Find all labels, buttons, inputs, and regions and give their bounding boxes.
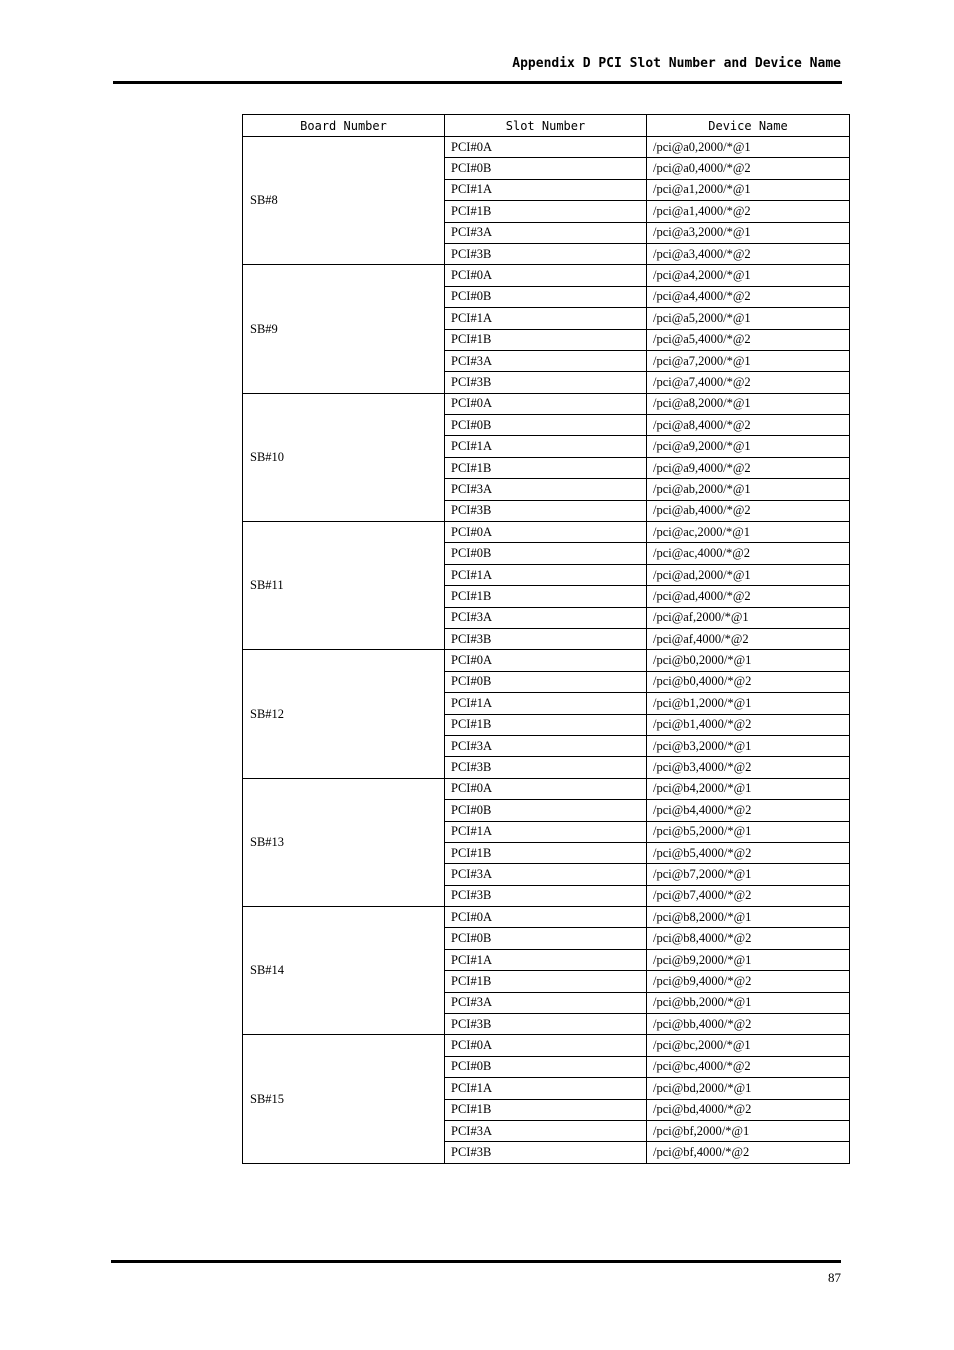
device-name-cell: /pci@b9,2000/*@1 <box>647 949 850 970</box>
slot-number-cell: PCI#1B <box>445 842 647 863</box>
device-name-cell: /pci@b3,4000/*@2 <box>647 757 850 778</box>
device-name-cell: /pci@b4,4000/*@2 <box>647 800 850 821</box>
slot-number-cell: PCI#3B <box>445 1142 647 1163</box>
slot-number-cell: PCI#1A <box>445 179 647 200</box>
device-name-cell: /pci@ad,4000/*@2 <box>647 586 850 607</box>
slot-number-cell: PCI#3B <box>445 1014 647 1035</box>
device-name-cell: /pci@a5,4000/*@2 <box>647 329 850 350</box>
device-name-cell: /pci@ad,2000/*@1 <box>647 564 850 585</box>
slot-number-cell: PCI#3B <box>445 243 647 264</box>
device-name-cell: /pci@a3,4000/*@2 <box>647 243 850 264</box>
device-name-cell: /pci@a0,2000/*@1 <box>647 137 850 158</box>
device-name-cell: /pci@b0,2000/*@1 <box>647 650 850 671</box>
board-number-cell: SB#13 <box>243 778 445 906</box>
slot-number-cell: PCI#3B <box>445 500 647 521</box>
header-rule <box>113 81 842 84</box>
board-number-cell: SB#11 <box>243 522 445 650</box>
device-name-cell: /pci@a0,4000/*@2 <box>647 158 850 179</box>
slot-number-cell: PCI#0A <box>445 137 647 158</box>
device-name-cell: /pci@a9,4000/*@2 <box>647 457 850 478</box>
slot-number-cell: PCI#0A <box>445 522 647 543</box>
table-body <box>243 137 850 1164</box>
slot-number-cell: PCI#1B <box>445 457 647 478</box>
device-name-cell: /pci@b7,2000/*@1 <box>647 864 850 885</box>
device-name-cell: /pci@af,2000/*@1 <box>647 607 850 628</box>
column-header-board-number: Board Number <box>243 115 445 137</box>
slot-number-cell: PCI#1A <box>445 436 647 457</box>
slot-number-cell: PCI#0B <box>445 1056 647 1077</box>
device-name-cell: /pci@bc,2000/*@1 <box>647 1035 850 1056</box>
device-name-cell: /pci@bf,2000/*@1 <box>647 1120 850 1141</box>
slot-number-cell: PCI#1B <box>445 586 647 607</box>
device-name-cell: /pci@a7,2000/*@1 <box>647 350 850 371</box>
device-name-cell: /pci@bc,4000/*@2 <box>647 1056 850 1077</box>
device-name-cell: /pci@b4,2000/*@1 <box>647 778 850 799</box>
page-header-title: Appendix D PCI Slot Number and Device Name <box>512 56 841 71</box>
slot-number-cell: PCI#0A <box>445 907 647 928</box>
table-row <box>243 137 850 158</box>
table-row <box>243 1035 850 1056</box>
slot-number-cell: PCI#0B <box>445 286 647 307</box>
device-name-cell: /pci@a4,4000/*@2 <box>647 286 850 307</box>
table-row <box>243 778 850 799</box>
device-name-cell: /pci@a7,4000/*@2 <box>647 372 850 393</box>
slot-number-cell: PCI#1A <box>445 821 647 842</box>
device-name-cell: /pci@bb,2000/*@1 <box>647 992 850 1013</box>
device-name-cell: /pci@ac,2000/*@1 <box>647 522 850 543</box>
slot-number-cell: PCI#3A <box>445 350 647 371</box>
device-name-cell: /pci@a1,2000/*@1 <box>647 179 850 200</box>
slot-number-cell: PCI#1A <box>445 1078 647 1099</box>
device-name-cell: /pci@b0,4000/*@2 <box>647 671 850 692</box>
device-name-cell: /pci@b8,2000/*@1 <box>647 907 850 928</box>
pci-slot-table <box>242 114 850 1164</box>
device-name-cell: /pci@b8,4000/*@2 <box>647 928 850 949</box>
device-name-cell: /pci@b7,4000/*@2 <box>647 885 850 906</box>
device-name-cell: /pci@ab,4000/*@2 <box>647 500 850 521</box>
slot-number-cell: PCI#3B <box>445 628 647 649</box>
slot-number-cell: PCI#0B <box>445 928 647 949</box>
device-name-cell: /pci@a4,2000/*@1 <box>647 265 850 286</box>
board-number-cell: SB#12 <box>243 650 445 778</box>
slot-number-cell: PCI#1A <box>445 308 647 329</box>
device-name-cell: /pci@b3,2000/*@1 <box>647 735 850 756</box>
device-name-cell: /pci@bb,4000/*@2 <box>647 1014 850 1035</box>
slot-number-cell: PCI#0A <box>445 1035 647 1056</box>
device-name-cell: /pci@af,4000/*@2 <box>647 628 850 649</box>
device-name-cell: /pci@ab,2000/*@1 <box>647 479 850 500</box>
device-name-cell: /pci@a1,4000/*@2 <box>647 201 850 222</box>
slot-number-cell: PCI#1A <box>445 949 647 970</box>
device-name-cell: /pci@b5,4000/*@2 <box>647 842 850 863</box>
slot-number-cell: PCI#0A <box>445 778 647 799</box>
board-number-cell: SB#15 <box>243 1035 445 1163</box>
slot-number-cell: PCI#3B <box>445 757 647 778</box>
slot-number-cell: PCI#3A <box>445 864 647 885</box>
slot-number-cell: PCI#1B <box>445 329 647 350</box>
device-name-cell: /pci@b9,4000/*@2 <box>647 971 850 992</box>
device-name-cell: /pci@b5,2000/*@1 <box>647 821 850 842</box>
slot-number-cell: PCI#0A <box>445 393 647 414</box>
table-row <box>243 522 850 543</box>
device-name-cell: /pci@ac,4000/*@2 <box>647 543 850 564</box>
device-name-cell: /pci@bd,4000/*@2 <box>647 1099 850 1120</box>
device-name-cell: /pci@bd,2000/*@1 <box>647 1078 850 1099</box>
device-name-cell: /pci@bf,4000/*@2 <box>647 1142 850 1163</box>
device-name-cell: /pci@a3,2000/*@1 <box>647 222 850 243</box>
slot-number-cell: PCI#1B <box>445 1099 647 1120</box>
table-row <box>243 650 850 671</box>
slot-number-cell: PCI#3A <box>445 222 647 243</box>
table-row <box>243 265 850 286</box>
board-number-cell: SB#8 <box>243 137 445 265</box>
slot-number-cell: PCI#0B <box>445 543 647 564</box>
slot-number-cell: PCI#1B <box>445 714 647 735</box>
device-name-cell: /pci@b1,4000/*@2 <box>647 714 850 735</box>
slot-number-cell: PCI#1B <box>445 201 647 222</box>
slot-number-cell: PCI#3B <box>445 372 647 393</box>
slot-number-cell: PCI#0B <box>445 415 647 436</box>
slot-number-cell: PCI#3A <box>445 735 647 756</box>
device-name-cell: /pci@a8,4000/*@2 <box>647 415 850 436</box>
slot-number-cell: PCI#1A <box>445 564 647 585</box>
slot-number-cell: PCI#0A <box>445 650 647 671</box>
table-row <box>243 907 850 928</box>
slot-number-cell: PCI#1B <box>445 971 647 992</box>
slot-number-cell: PCI#1A <box>445 693 647 714</box>
board-number-cell: SB#9 <box>243 265 445 393</box>
page-number: 87 <box>828 1270 841 1285</box>
device-name-cell: /pci@b1,2000/*@1 <box>647 693 850 714</box>
footer-rule <box>111 1260 841 1263</box>
slot-number-cell: PCI#3A <box>445 992 647 1013</box>
slot-number-cell: PCI#0B <box>445 800 647 821</box>
slot-number-cell: PCI#0B <box>445 158 647 179</box>
slot-number-cell: PCI#3A <box>445 1120 647 1141</box>
column-header-device-name: Device Name <box>647 115 850 137</box>
board-number-cell: SB#14 <box>243 907 445 1035</box>
column-header-slot-number: Slot Number <box>445 115 647 137</box>
slot-number-cell: PCI#3A <box>445 479 647 500</box>
board-number-cell: SB#10 <box>243 393 445 521</box>
device-name-cell: /pci@a9,2000/*@1 <box>647 436 850 457</box>
table-row <box>243 393 850 414</box>
slot-number-cell: PCI#0B <box>445 671 647 692</box>
table-header-row <box>243 115 850 137</box>
device-name-cell: /pci@a5,2000/*@1 <box>647 308 850 329</box>
slot-number-cell: PCI#0A <box>445 265 647 286</box>
device-name-cell: /pci@a8,2000/*@1 <box>647 393 850 414</box>
slot-number-cell: PCI#3A <box>445 607 647 628</box>
slot-number-cell: PCI#3B <box>445 885 647 906</box>
